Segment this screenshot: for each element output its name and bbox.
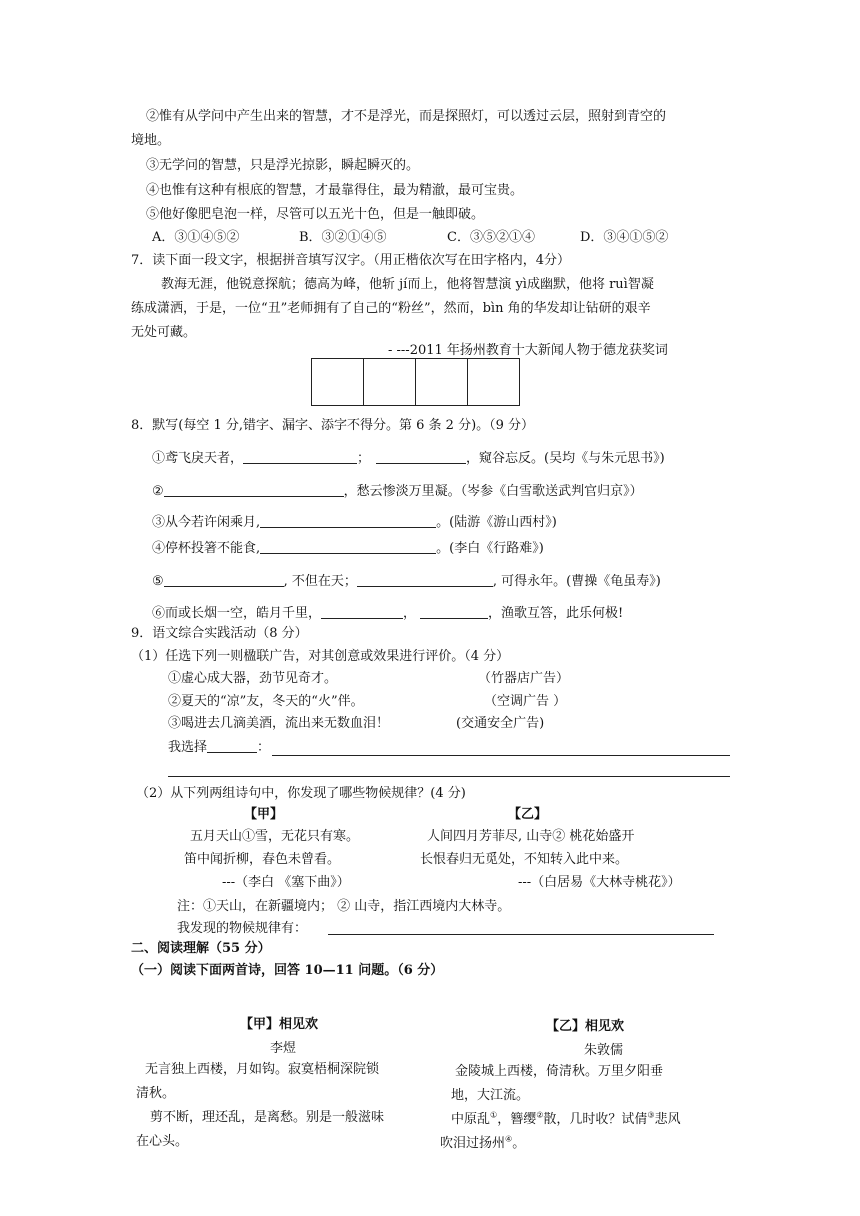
choice-blank[interactable]: [207, 738, 257, 753]
q6-statement-3: ③无学问的智慧，只是浮光掠影，瞬起瞬灭的。: [146, 158, 420, 173]
section-2-title: 二、阅读理解（55 分）: [131, 941, 271, 956]
ad-1: ①虚心成大器，劲节见奇才。: [168, 671, 338, 686]
poem-b-line-3-c: 散，几时收？试倩: [543, 1112, 648, 1127]
q9-sub2: （2）从下列两组诗句中，你发现了哪些物候规律？(4 分): [136, 786, 466, 801]
q8-item-4: [152, 539, 544, 558]
tianzige-grid: [312, 358, 520, 406]
q6-option-a: A．③①④⑤②: [152, 230, 240, 245]
poem-b-line-4-a: 吹泪过扬州: [440, 1136, 506, 1151]
footnote-marker: ④: [505, 1134, 513, 1144]
grid-cell-2[interactable]: [363, 358, 416, 406]
q8-item-6-end: ，渔歌互答，此乐何极!: [488, 606, 624, 621]
poem-a-body: [136, 1058, 436, 1154]
poem-a-line-1: 无言独上西楼，月如钩。寂寞梧桐深院锁: [145, 1062, 380, 1077]
answer-blank[interactable]: [243, 449, 357, 464]
poem-b-line-3-d: 悲风: [654, 1112, 681, 1127]
q8-item-4-end: 。(李白《行路难》): [436, 541, 544, 556]
ad-3: ③喝进去几滴美酒，流出来无数血泪！: [168, 716, 390, 731]
q7-title: 7．读下面一段文字，根据拼音填写汉字。（用正楷依次写在田字格内，4分）: [131, 253, 571, 268]
answer-blank[interactable]: [164, 482, 344, 497]
poem-a-line-2: 清秋。: [136, 1086, 176, 1101]
ad-2: ②夏天的“凉”友，冬天的“火”伴。: [168, 694, 364, 709]
poem-b-line-3: [440, 1108, 740, 1132]
answer-line[interactable]: [168, 776, 730, 777]
q8-item-6-sep: ，: [403, 606, 417, 621]
found-label: 我发现的物候规律有：: [177, 921, 308, 936]
q8-item-5-mid: , 不但在天；: [283, 574, 357, 589]
footnote-marker: ②: [536, 1110, 544, 1120]
q8-item-6: [152, 604, 623, 623]
grid-cell-3[interactable]: [415, 358, 468, 406]
poem-b-title: 【乙】相见欢: [546, 1019, 625, 1034]
answer-blank[interactable]: [376, 449, 466, 464]
q8-item-1-text: ①鸢飞戾天者，: [152, 451, 244, 466]
poem-note: 注：①天山，在新疆境内； ② 山寺，指江西境内大林寺。: [177, 899, 511, 914]
poem-a-line-4: 在心头。: [136, 1134, 189, 1149]
answer-blank[interactable]: [321, 604, 403, 619]
poem-a-author: 李煜: [270, 1041, 297, 1056]
answer-line[interactable]: [272, 755, 730, 756]
q8-item-6-text: ⑥而或长烟一空，皓月千里，: [152, 606, 322, 621]
q9-title: 9．语文综合实践活动（8 分）: [131, 626, 308, 641]
q7-paragraph-2: 练成潇洒，于是，一位“丑”老师拥有了自己的“粉丝”，然而，bìn 角的华发却让钻研的艰辛: [131, 301, 651, 316]
answer-line[interactable]: [328, 934, 714, 935]
jia-line-2: 笛中闻折柳，春色未曾看。: [184, 852, 341, 867]
q6-option-c: C．③⑤②①④: [447, 230, 535, 245]
q6-statement-2: ②惟有从学问中产生出来的智慧，才不是浮光，而是探照灯，可以透过云层，照射到青空的: [146, 109, 667, 124]
choose-colon: ：: [257, 740, 271, 755]
section-2-sub1: （一）阅读下面两首诗，回答 10—11 问题。（6 分）: [131, 963, 444, 978]
q7-paragraph-1: 教海无涯，他锐意探航；德高为峰，他斩 jí而上，他将智慧演 yì成幽默，他将 ruì智凝: [161, 277, 654, 292]
poem-a-title: 【甲】相见欢: [240, 1017, 319, 1032]
q8-item-2: [152, 482, 643, 501]
q8-item-2-end: ，愁云惨淡万里凝。（岑参《白雪歌送武判官归京》）: [343, 484, 643, 499]
poem-b-line-4-b: 。: [512, 1136, 526, 1151]
poem-group-jia-label: 【甲】: [244, 807, 284, 822]
q8-item-5-text: ⑤: [152, 574, 164, 589]
q8-item-3: [152, 513, 557, 532]
q6-statement-4: ④也惟有这种有根底的智慧，才最靠得住，最为精澈，最可宝贵。: [146, 183, 524, 198]
q8-item-3-end: 。(陆游《游山西村》): [436, 515, 557, 530]
jia-line-1: 五月天山①雪，无花只有寒。: [190, 829, 360, 844]
grid-cell-1[interactable]: [311, 358, 364, 406]
q8-item-1-end: ，窥谷忘反。(吴均《与朱元思书》): [466, 451, 665, 466]
ad-2-tag: （空调广告 ）: [484, 694, 567, 709]
answer-blank[interactable]: [260, 513, 436, 528]
answer-blank[interactable]: [260, 539, 436, 554]
footnote-marker: ①: [490, 1110, 498, 1120]
answer-blank[interactable]: [420, 604, 488, 619]
yi-line-1: 人间四月芳菲尽, 山寺② 桃花始盛开: [427, 829, 635, 844]
q6-statement-5: ⑤他好像肥皂泡一样，尽管可以五光十色，但是一触即破。: [146, 207, 485, 222]
poem-b-author: 朱敦儒: [584, 1043, 624, 1058]
choose-label: 我选择: [168, 740, 208, 755]
poem-b-line-4: [440, 1132, 740, 1156]
footnote-marker: ③: [647, 1110, 655, 1120]
poem-b-line-2: 地，大江流。: [451, 1088, 530, 1103]
ad-1-tag: （竹器店广告）: [478, 671, 570, 686]
poem-b-body: [440, 1060, 740, 1156]
poem-b-line-3-a: 中原乱: [451, 1112, 491, 1127]
q8-item-4-text: ④停杯投箸不能食,: [152, 541, 261, 556]
ad-3-tag: (交通安全广告): [456, 716, 545, 731]
q7-source: - ---2011 年扬州教育十大新闻人物于德龙获奖词: [388, 343, 668, 358]
yi-line-2: 长恨春归无觅处，不知转入此中来。: [420, 852, 629, 867]
q6-statement-2-cont: 境地。: [131, 133, 171, 148]
choose-line: [168, 738, 270, 757]
q9-sub1: （1）任选下列一则楹联广告，对其创意或效果进行评价。（4 分）: [131, 649, 510, 664]
q8-item-3-text: ③从今若许闲乘月,: [152, 515, 261, 530]
q6-option-d: D．③④①⑤②: [580, 230, 669, 245]
q8-item-1: [152, 449, 665, 468]
jia-source: ---（李白 《塞下曲》）: [222, 875, 350, 890]
q8-item-5: [152, 572, 661, 591]
yi-source: ---（白居易《大林寺桃花》）: [518, 875, 681, 890]
q7-paragraph-3: 无处可藏。: [131, 325, 197, 340]
poem-a-line-3: 剪不断，理还乱，是离愁。别是一般滋味: [150, 1110, 385, 1125]
poem-group-yi-label: 【乙】: [508, 807, 548, 822]
answer-blank[interactable]: [164, 572, 284, 587]
poem-b-line-1: 金陵城上西楼，倚清秋。万里夕阳垂: [455, 1064, 664, 1079]
answer-blank[interactable]: [357, 572, 493, 587]
q8-item-5-end: , 可得永年。(曹操《龟虽寿》): [492, 574, 661, 589]
poem-b-line-3-b: ，簪缨: [497, 1112, 537, 1127]
grid-cell-4[interactable]: [467, 358, 520, 406]
q6-option-b: B．③②①④⑤: [299, 230, 387, 245]
q8-title: 8．默写(每空 1 分,错字、漏字、添字不得分。第 6 条 2 分)。（9 分）: [131, 418, 535, 433]
q8-item-2-text: ②: [152, 484, 164, 499]
q8-item-1-sep: ；: [357, 451, 371, 466]
